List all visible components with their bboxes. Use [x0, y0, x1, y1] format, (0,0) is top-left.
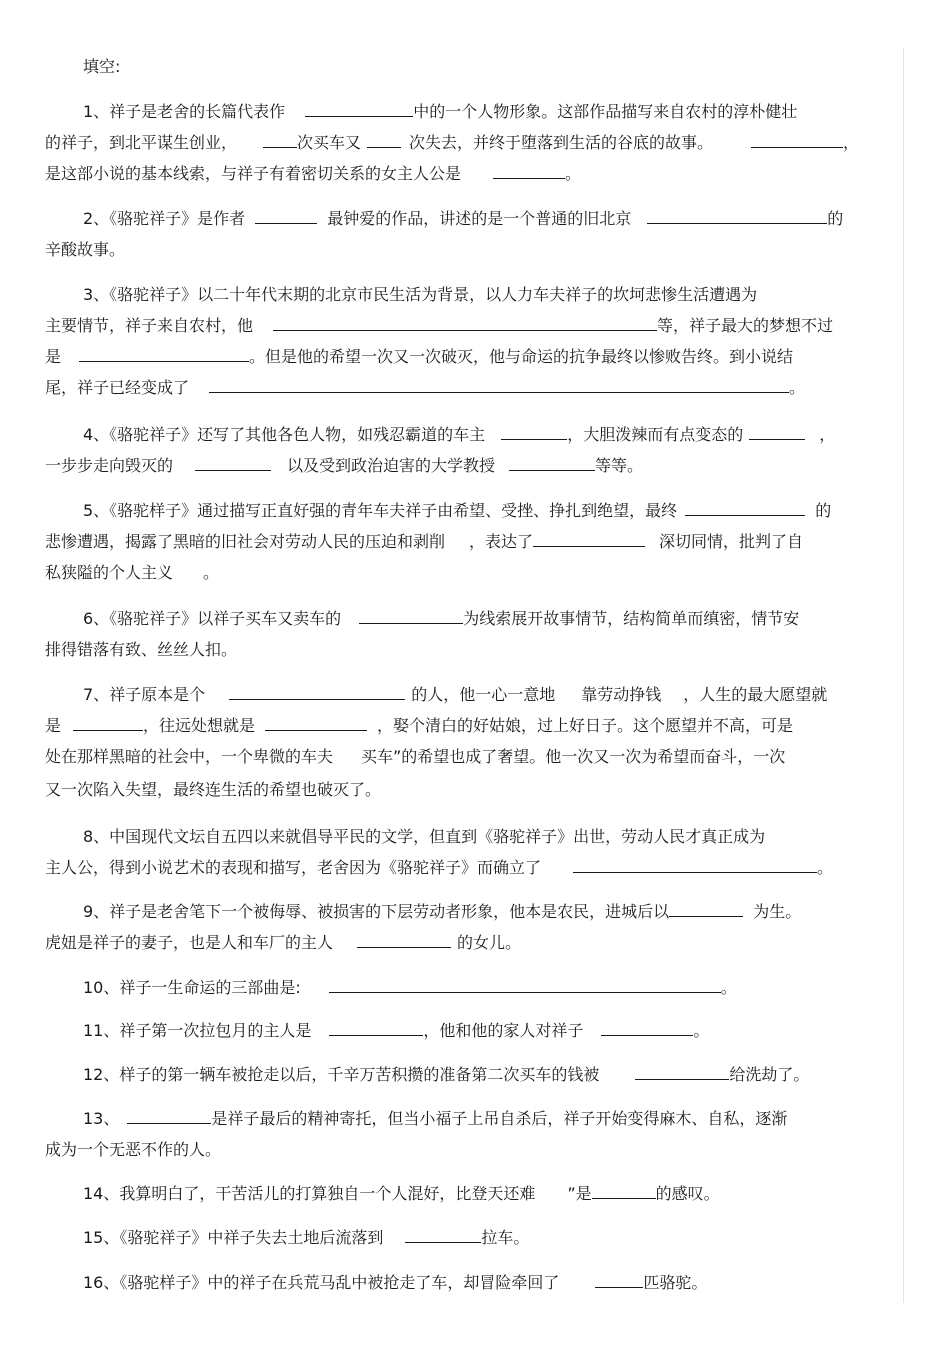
text: 排得错落有致、丝丝人扣。	[45, 640, 238, 659]
question-1-line-2	[45, 132, 859, 154]
text: 匹骆驼。	[643, 1273, 708, 1292]
text: 的人，他一心一意地	[411, 685, 556, 704]
text: 中的一个人物形象。这部作品描写来自农村的淳朴健壮	[413, 102, 798, 121]
answer-blank[interactable]	[127, 1108, 211, 1124]
text: 买车”的希望也成了奢望。他一次又一次为希望而奋斗，一次	[361, 747, 786, 766]
answer-blank[interactable]	[533, 531, 645, 547]
text: ，	[819, 425, 836, 444]
text: 主要情节，祥子来自农村，他	[45, 316, 254, 335]
answer-blank[interactable]	[305, 101, 413, 117]
answer-blank[interactable]	[493, 163, 565, 179]
text: 12、样子的第一辆车被抢走以后，千辛万苦积攒的准备第二次买车的钱被	[83, 1065, 600, 1084]
text: 成为一个无恶不作的人。	[45, 1140, 222, 1159]
text: 等等。	[595, 456, 644, 475]
text: 为线索展开故事情节，结构简单而缜密，情节安	[463, 609, 800, 628]
answer-blank[interactable]	[405, 1227, 481, 1243]
text: 次失去，并终于堕落到生活的谷底的故事。	[409, 133, 714, 152]
text: 一步步走向毁灭的	[45, 456, 174, 475]
text: 5、《骆驼样子》通过描写正直好强的青年车夫祥子由希望、受挫、挣扎到绝望，最终	[83, 501, 678, 520]
text: 是祥子最后的精神寄托，但当小福子上吊自杀后，祥子开始变得麻木、自私，逐渐	[211, 1109, 788, 1128]
question-7-line-1	[83, 684, 827, 706]
text: 13、	[83, 1109, 120, 1128]
text: 的感叹。	[655, 1184, 720, 1203]
answer-blank[interactable]	[195, 455, 271, 471]
answer-blank[interactable]	[749, 424, 805, 440]
question-3-line-2	[45, 315, 833, 337]
text: 。	[789, 378, 806, 397]
question-3-line-3	[45, 346, 793, 368]
text: 是	[45, 347, 62, 366]
question-5-line-3	[45, 562, 219, 584]
question-3-line-4	[45, 377, 805, 399]
question-4-line-1	[83, 424, 835, 446]
answer-blank[interactable]	[635, 1064, 729, 1080]
answer-blank[interactable]	[509, 455, 595, 471]
question-2-line-2	[45, 239, 125, 261]
text: 主人公，得到小说艺术的表现和描写，老舍因为《骆驼祥子》而确立了	[45, 858, 542, 877]
text: 又一次陷入失望，最终连生活的希望也破灭了。	[45, 780, 382, 799]
answer-blank[interactable]	[209, 377, 789, 393]
question-2-line-1	[83, 208, 843, 230]
answer-blank[interactable]	[263, 132, 297, 148]
text: 虎妞是祥子的妻子，也是人和车厂的主人	[45, 933, 334, 952]
question-10	[83, 977, 737, 999]
question-1-line-1	[83, 101, 797, 123]
text: 深切同情，批判了自	[659, 532, 804, 551]
answer-blank[interactable]	[229, 684, 405, 700]
answer-blank[interactable]	[359, 608, 463, 624]
answer-blank[interactable]	[669, 901, 743, 917]
text: 3、《骆驼祥子》以二十年代末期的北京市民生活为背景，以人力车夫祥子的坎坷悲惨生活遭遇为	[83, 285, 758, 304]
text: 4、《骆驼祥子》还写了其他各色人物，如残忍霸道的车主	[83, 425, 486, 444]
text: ”是	[567, 1184, 592, 1203]
question-8-line-1	[83, 826, 765, 848]
answer-blank[interactable]	[357, 932, 451, 948]
answer-blank[interactable]	[329, 977, 721, 993]
text: ，往远处想就是	[143, 716, 256, 735]
text: 。但是他的希望一次又一次破灭，他与命运的抗争最终以惨败告终。到小说结	[249, 347, 794, 366]
text: 辛酸故事。	[45, 240, 126, 259]
question-7-line-3	[45, 746, 785, 768]
answer-blank[interactable]	[273, 315, 657, 331]
text: 6、《骆驼祥子》以祥子买车又卖车的	[83, 609, 342, 628]
answer-blank[interactable]	[79, 346, 249, 362]
heading: 填空:	[83, 57, 121, 76]
text: 最钟爱的作品，讲述的是一个普通的旧北京	[327, 209, 632, 228]
text: 靠劳动挣钱	[581, 685, 662, 704]
question-4-line-2	[45, 455, 643, 477]
text: 是	[45, 716, 62, 735]
text: 11、祥子第一次拉包月的主人是	[83, 1021, 312, 1040]
text: ，	[843, 133, 860, 152]
text: ，表达了	[469, 532, 534, 551]
answer-blank[interactable]	[592, 1183, 656, 1199]
text: 是这部小说的基本线索，与祥子有着密切关系的女主人公是	[45, 164, 462, 183]
answer-blank[interactable]	[595, 1272, 643, 1288]
answer-blank[interactable]	[255, 208, 317, 224]
text: 为生。	[753, 902, 802, 921]
question-7-line-4	[45, 779, 381, 801]
question-13-line-1	[83, 1108, 787, 1130]
answer-blank[interactable]	[751, 132, 843, 148]
text: 拉车。	[481, 1228, 530, 1247]
text: 。	[565, 164, 582, 183]
text: ，娶个清白的好姑娘，过上好日子。这个愿望并不高，可是	[377, 716, 794, 735]
question-13-line-2	[45, 1139, 221, 1161]
question-7-line-2	[45, 715, 793, 737]
question-5-line-2	[45, 531, 803, 553]
text: 10、祥子一生命运的三部曲是:	[83, 978, 301, 997]
answer-blank[interactable]	[329, 1020, 423, 1036]
question-14	[83, 1183, 720, 1205]
answer-blank[interactable]	[685, 500, 805, 516]
text: 1、祥子是老舍的长篇代表作	[83, 102, 286, 121]
text: 悲惨遭遇，揭露了黑暗的旧社会对劳动人民的压迫和剥削	[45, 532, 446, 551]
text: 8、中国现代文坛自五四以来就倡导平民的文学，但直到《骆驼祥子》出世，劳动人民才真正成为	[83, 827, 766, 846]
answer-blank[interactable]	[265, 715, 367, 731]
question-16	[83, 1272, 707, 1294]
text: 处在那样黑暗的社会中，一个卑微的车夫	[45, 747, 334, 766]
text: 的女儿。	[457, 933, 522, 952]
question-6-line-1	[83, 608, 799, 630]
text: ，他和他的家人对祥子	[423, 1021, 584, 1040]
question-9-line-1	[83, 901, 801, 923]
question-8-line-2	[45, 857, 833, 879]
text: 。	[817, 858, 834, 877]
answer-blank[interactable]	[601, 1020, 693, 1036]
text: 尾，祥子已经变成了	[45, 378, 190, 397]
question-6-line-2	[45, 639, 237, 661]
question-12	[83, 1064, 809, 1086]
question-15	[83, 1227, 529, 1249]
text: 次买车又	[297, 133, 362, 152]
question-5-line-1	[83, 500, 831, 522]
text: 15、《骆驼祥子》中祥子失去土地后流落到	[83, 1228, 384, 1247]
text: ，大胆泼辣而有点变态的	[567, 425, 744, 444]
text: 的祥子，到北平谋生创业，	[45, 133, 238, 152]
text: 2、《骆驼祥子》是作者	[83, 209, 246, 228]
text: 以及受到政治迫害的大学教授	[287, 456, 496, 475]
answer-blank[interactable]	[647, 208, 827, 224]
text: 等，祥子最大的梦想不过	[657, 316, 834, 335]
text: 的	[827, 209, 844, 228]
question-9-line-2	[45, 932, 521, 954]
answer-blank[interactable]	[73, 715, 143, 731]
text: 的	[815, 501, 832, 520]
question-11	[83, 1020, 709, 1042]
answer-blank[interactable]	[501, 424, 567, 440]
text: ，人生的最大愿望就	[683, 685, 828, 704]
text: 。	[720, 978, 737, 997]
question-1-line-3	[45, 163, 581, 185]
answer-blank[interactable]	[573, 857, 817, 873]
text: 16、《骆驼样子》中的祥子在兵荒马乱中被抢走了车，却冒险牵回了	[83, 1273, 560, 1292]
text: 给洗劫了。	[729, 1065, 810, 1084]
text: 7、祥子原本是个	[83, 685, 206, 704]
text: 14、我算明白了，干苦活儿的打算独自一个人混好，比登天还难	[83, 1184, 536, 1203]
page-right-edge	[903, 48, 904, 1303]
question-3-line-1	[83, 284, 757, 306]
text: 9、祥子是老舍笔下一个被侮辱、被损害的下层劳动者形象，他本是农民，进城后以	[83, 902, 670, 921]
answer-blank[interactable]	[367, 132, 401, 148]
text: 。	[203, 563, 220, 582]
text: 。	[693, 1021, 710, 1040]
text: 私狭隘的个人主义	[45, 563, 174, 582]
